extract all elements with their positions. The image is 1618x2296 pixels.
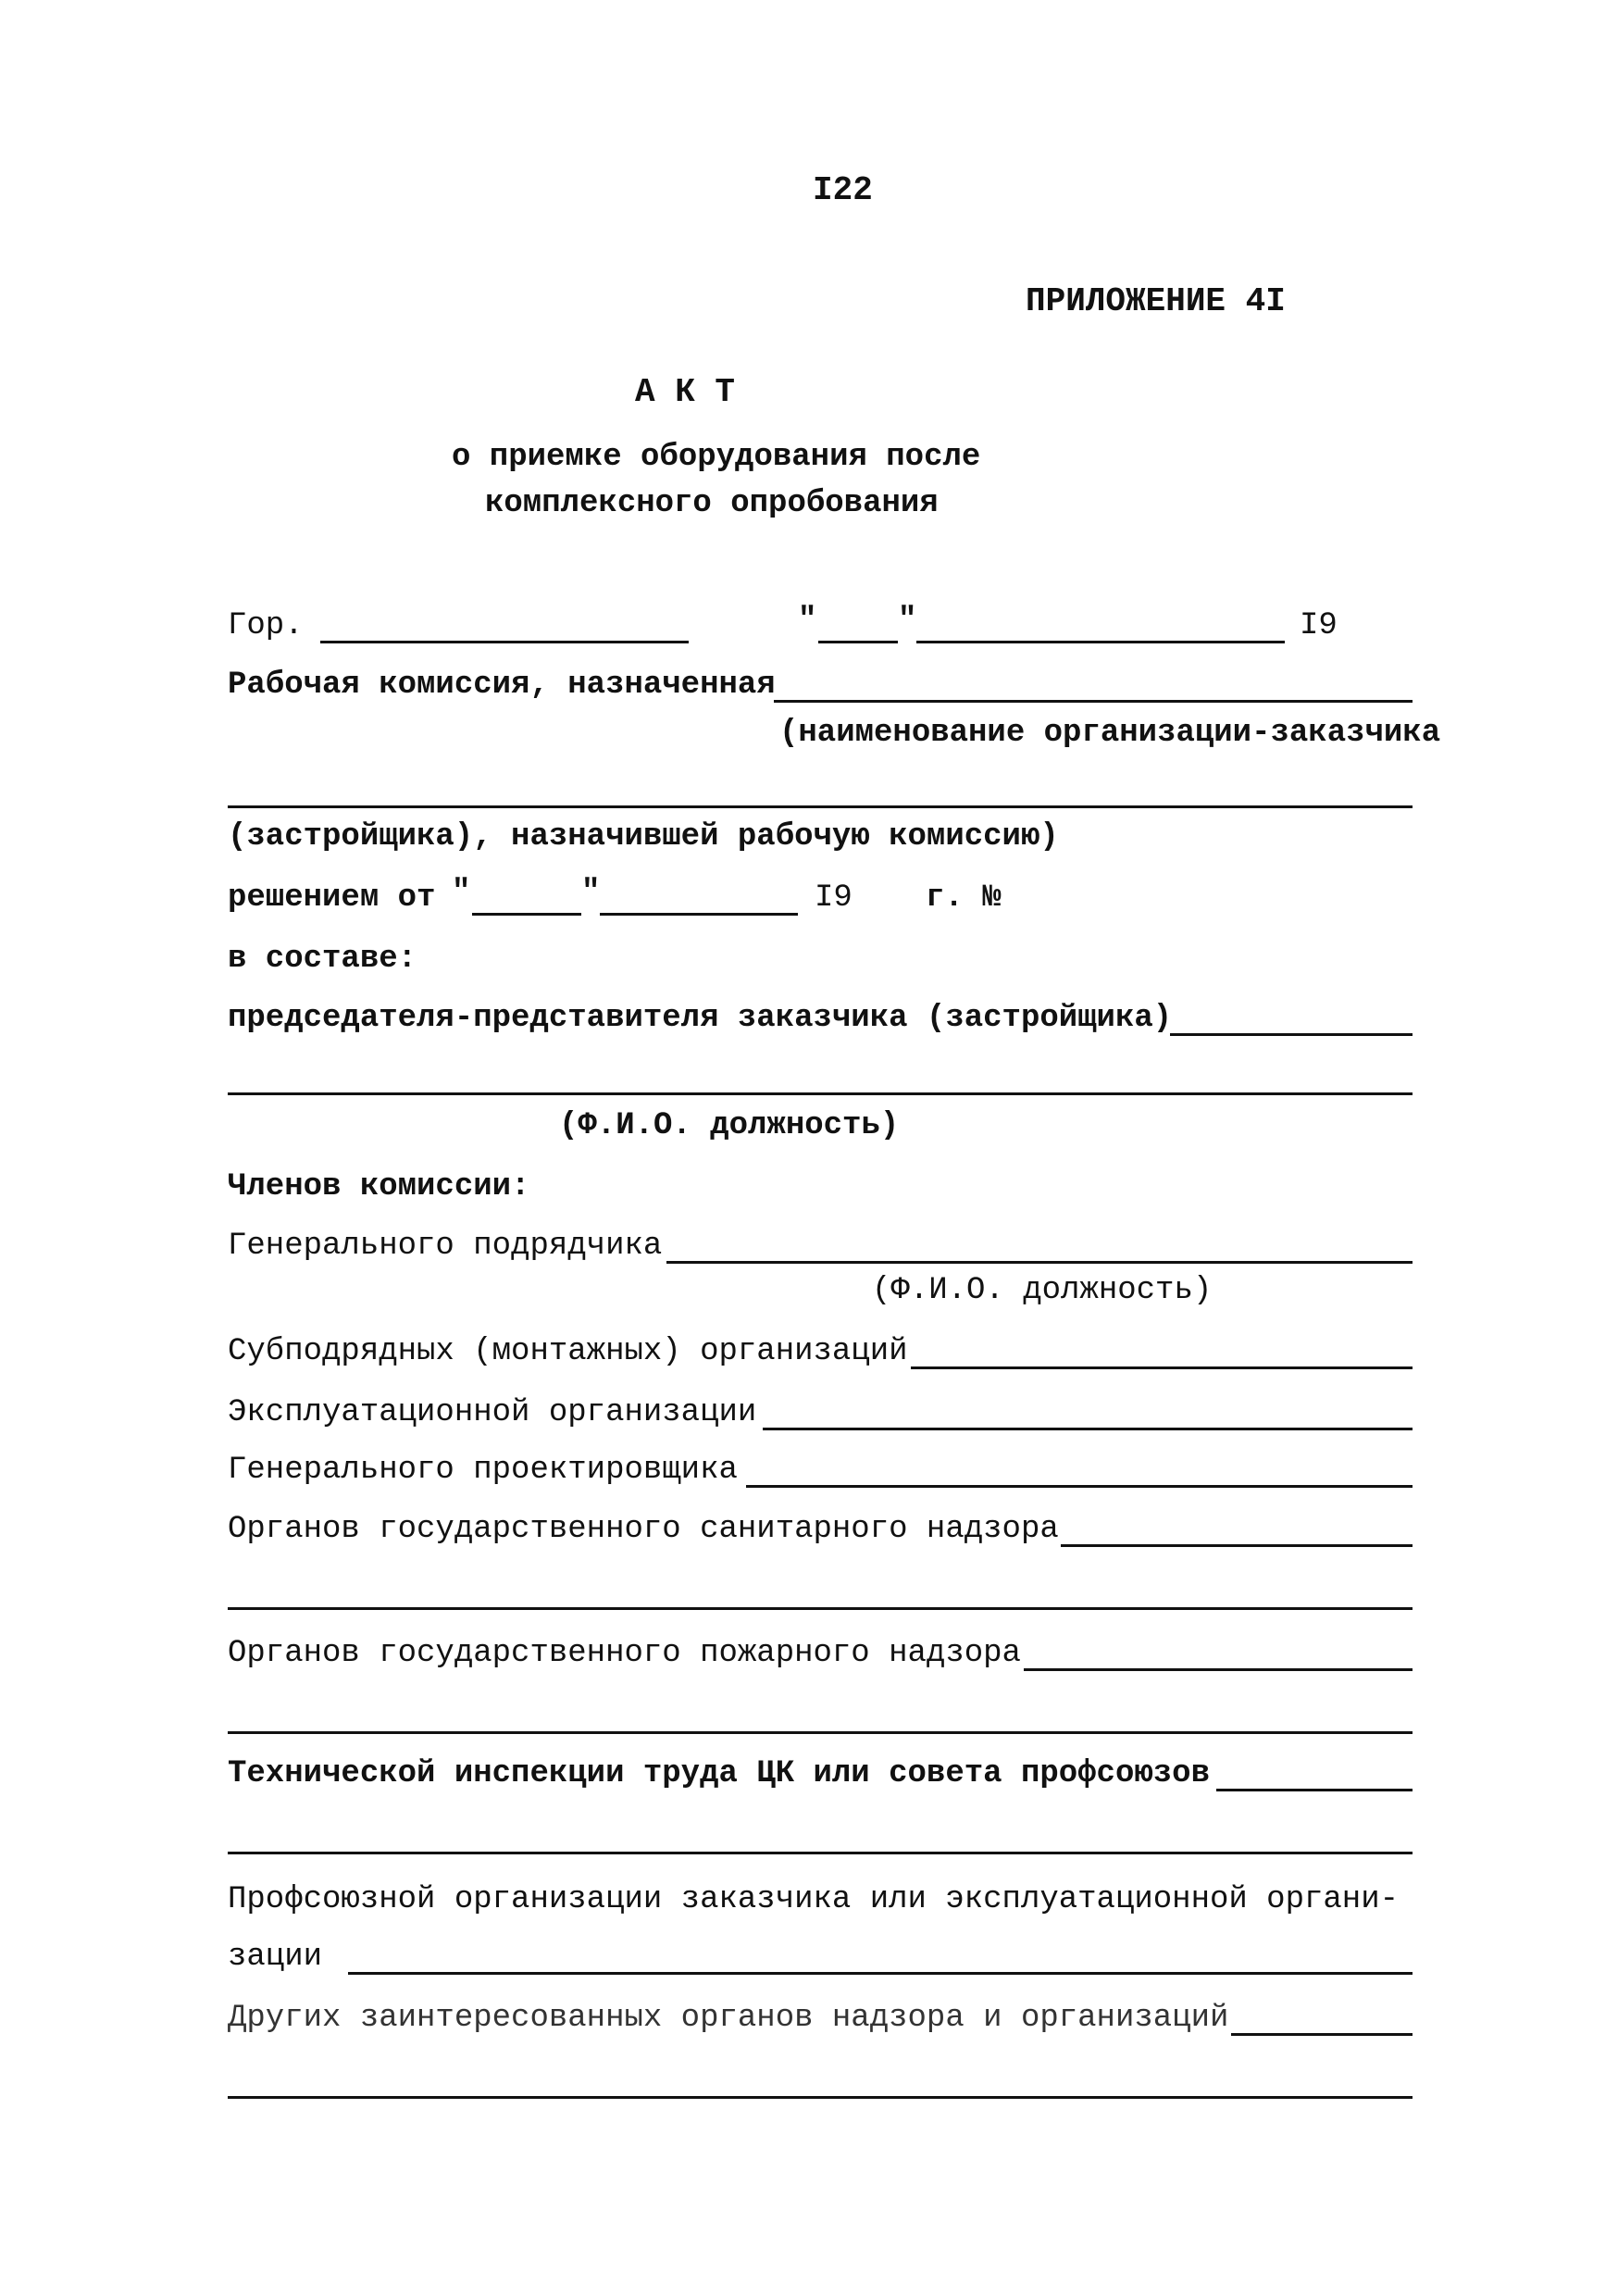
- decision-month-field[interactable]: [600, 913, 798, 916]
- fire-field[interactable]: [1024, 1668, 1413, 1671]
- other-bodies-label: Других заинтересованных органов надзора и организаций: [228, 2001, 1229, 2036]
- document-subtitle-line2: комплексного опробования: [485, 486, 939, 521]
- chairman-label: председателя-представителя заказчика (застройщика): [228, 1001, 1173, 1036]
- labor-inspection-field-2[interactable]: [228, 1852, 1413, 1854]
- chairman-field[interactable]: [1170, 1033, 1413, 1036]
- fire-label: Органов государственного пожарного надзора: [228, 1636, 1021, 1671]
- decision-year: I9: [815, 880, 853, 916]
- chairman-field-2[interactable]: [228, 1092, 1413, 1095]
- commission-field-2[interactable]: [228, 805, 1413, 808]
- subcontractors-label: Субподрядных (монтажных) организаций: [228, 1334, 908, 1369]
- decision-quote-open: ": [452, 875, 471, 910]
- decision-number-label: г. №: [926, 880, 1002, 916]
- document-subtitle-line1: о приемке оборудования после: [452, 440, 981, 475]
- labor-inspection-label: Технической инспекции труда ЦК или совета профсоюзов: [228, 1756, 1210, 1791]
- union-label-line1: Профсоюзной организации заказчика или эксплуатационной органи-: [228, 1882, 1400, 1917]
- date-quote-close: ": [898, 603, 917, 638]
- union-field[interactable]: [348, 1972, 1413, 1975]
- commission-hint: (наименование организации-заказчика: [779, 716, 1441, 751]
- date-month-field[interactable]: [916, 641, 1285, 643]
- commission-label: Рабочая комиссия, назначенная: [228, 668, 776, 703]
- city-label: Гор.: [228, 608, 304, 643]
- decision-day-field[interactable]: [472, 913, 581, 916]
- date-day-field[interactable]: [818, 641, 898, 643]
- general-contractor-label: Генерального подрядчика: [228, 1229, 663, 1264]
- members-label: Членов комиссии:: [228, 1169, 530, 1204]
- decision-label: решением от: [228, 880, 436, 916]
- labor-inspection-field[interactable]: [1216, 1789, 1413, 1791]
- other-bodies-field[interactable]: [1231, 2033, 1413, 2036]
- document-title: А К Т: [635, 373, 736, 411]
- general-designer-field[interactable]: [746, 1485, 1413, 1488]
- sanitary-field[interactable]: [1061, 1544, 1413, 1547]
- commission-hint-2: (застройщика), назначившей рабочую комиссию): [228, 819, 1059, 855]
- subcontractors-field[interactable]: [911, 1366, 1413, 1369]
- union-label-line2: зации: [228, 1940, 323, 1975]
- date-year-prefix: I9: [1300, 608, 1338, 643]
- commission-field[interactable]: [774, 700, 1413, 703]
- page-number: I22: [813, 171, 873, 209]
- sanitary-field-2[interactable]: [228, 1607, 1413, 1610]
- date-quote-open: ": [798, 603, 817, 638]
- other-bodies-field-2[interactable]: [228, 2096, 1413, 2099]
- city-field[interactable]: [320, 641, 689, 643]
- general-contractor-field[interactable]: [666, 1261, 1413, 1264]
- sanitary-label: Органов государственного санитарного надзора: [228, 1512, 1059, 1547]
- decision-quote-close: ": [581, 875, 601, 910]
- operating-org-field[interactable]: [763, 1428, 1413, 1430]
- chairman-fio-hint: (Ф.И.О. должность): [559, 1108, 900, 1143]
- fire-field-2[interactable]: [228, 1731, 1413, 1734]
- general-designer-label: Генерального проектировщика: [228, 1453, 738, 1488]
- appendix-label: ПРИЛОЖЕНИЕ 4I: [1026, 282, 1286, 320]
- operating-org-label: Эксплуатационной организации: [228, 1395, 757, 1430]
- composition-label: в составе:: [228, 942, 417, 977]
- general-contractor-fio-hint: (Ф.И.О. должность): [872, 1273, 1213, 1308]
